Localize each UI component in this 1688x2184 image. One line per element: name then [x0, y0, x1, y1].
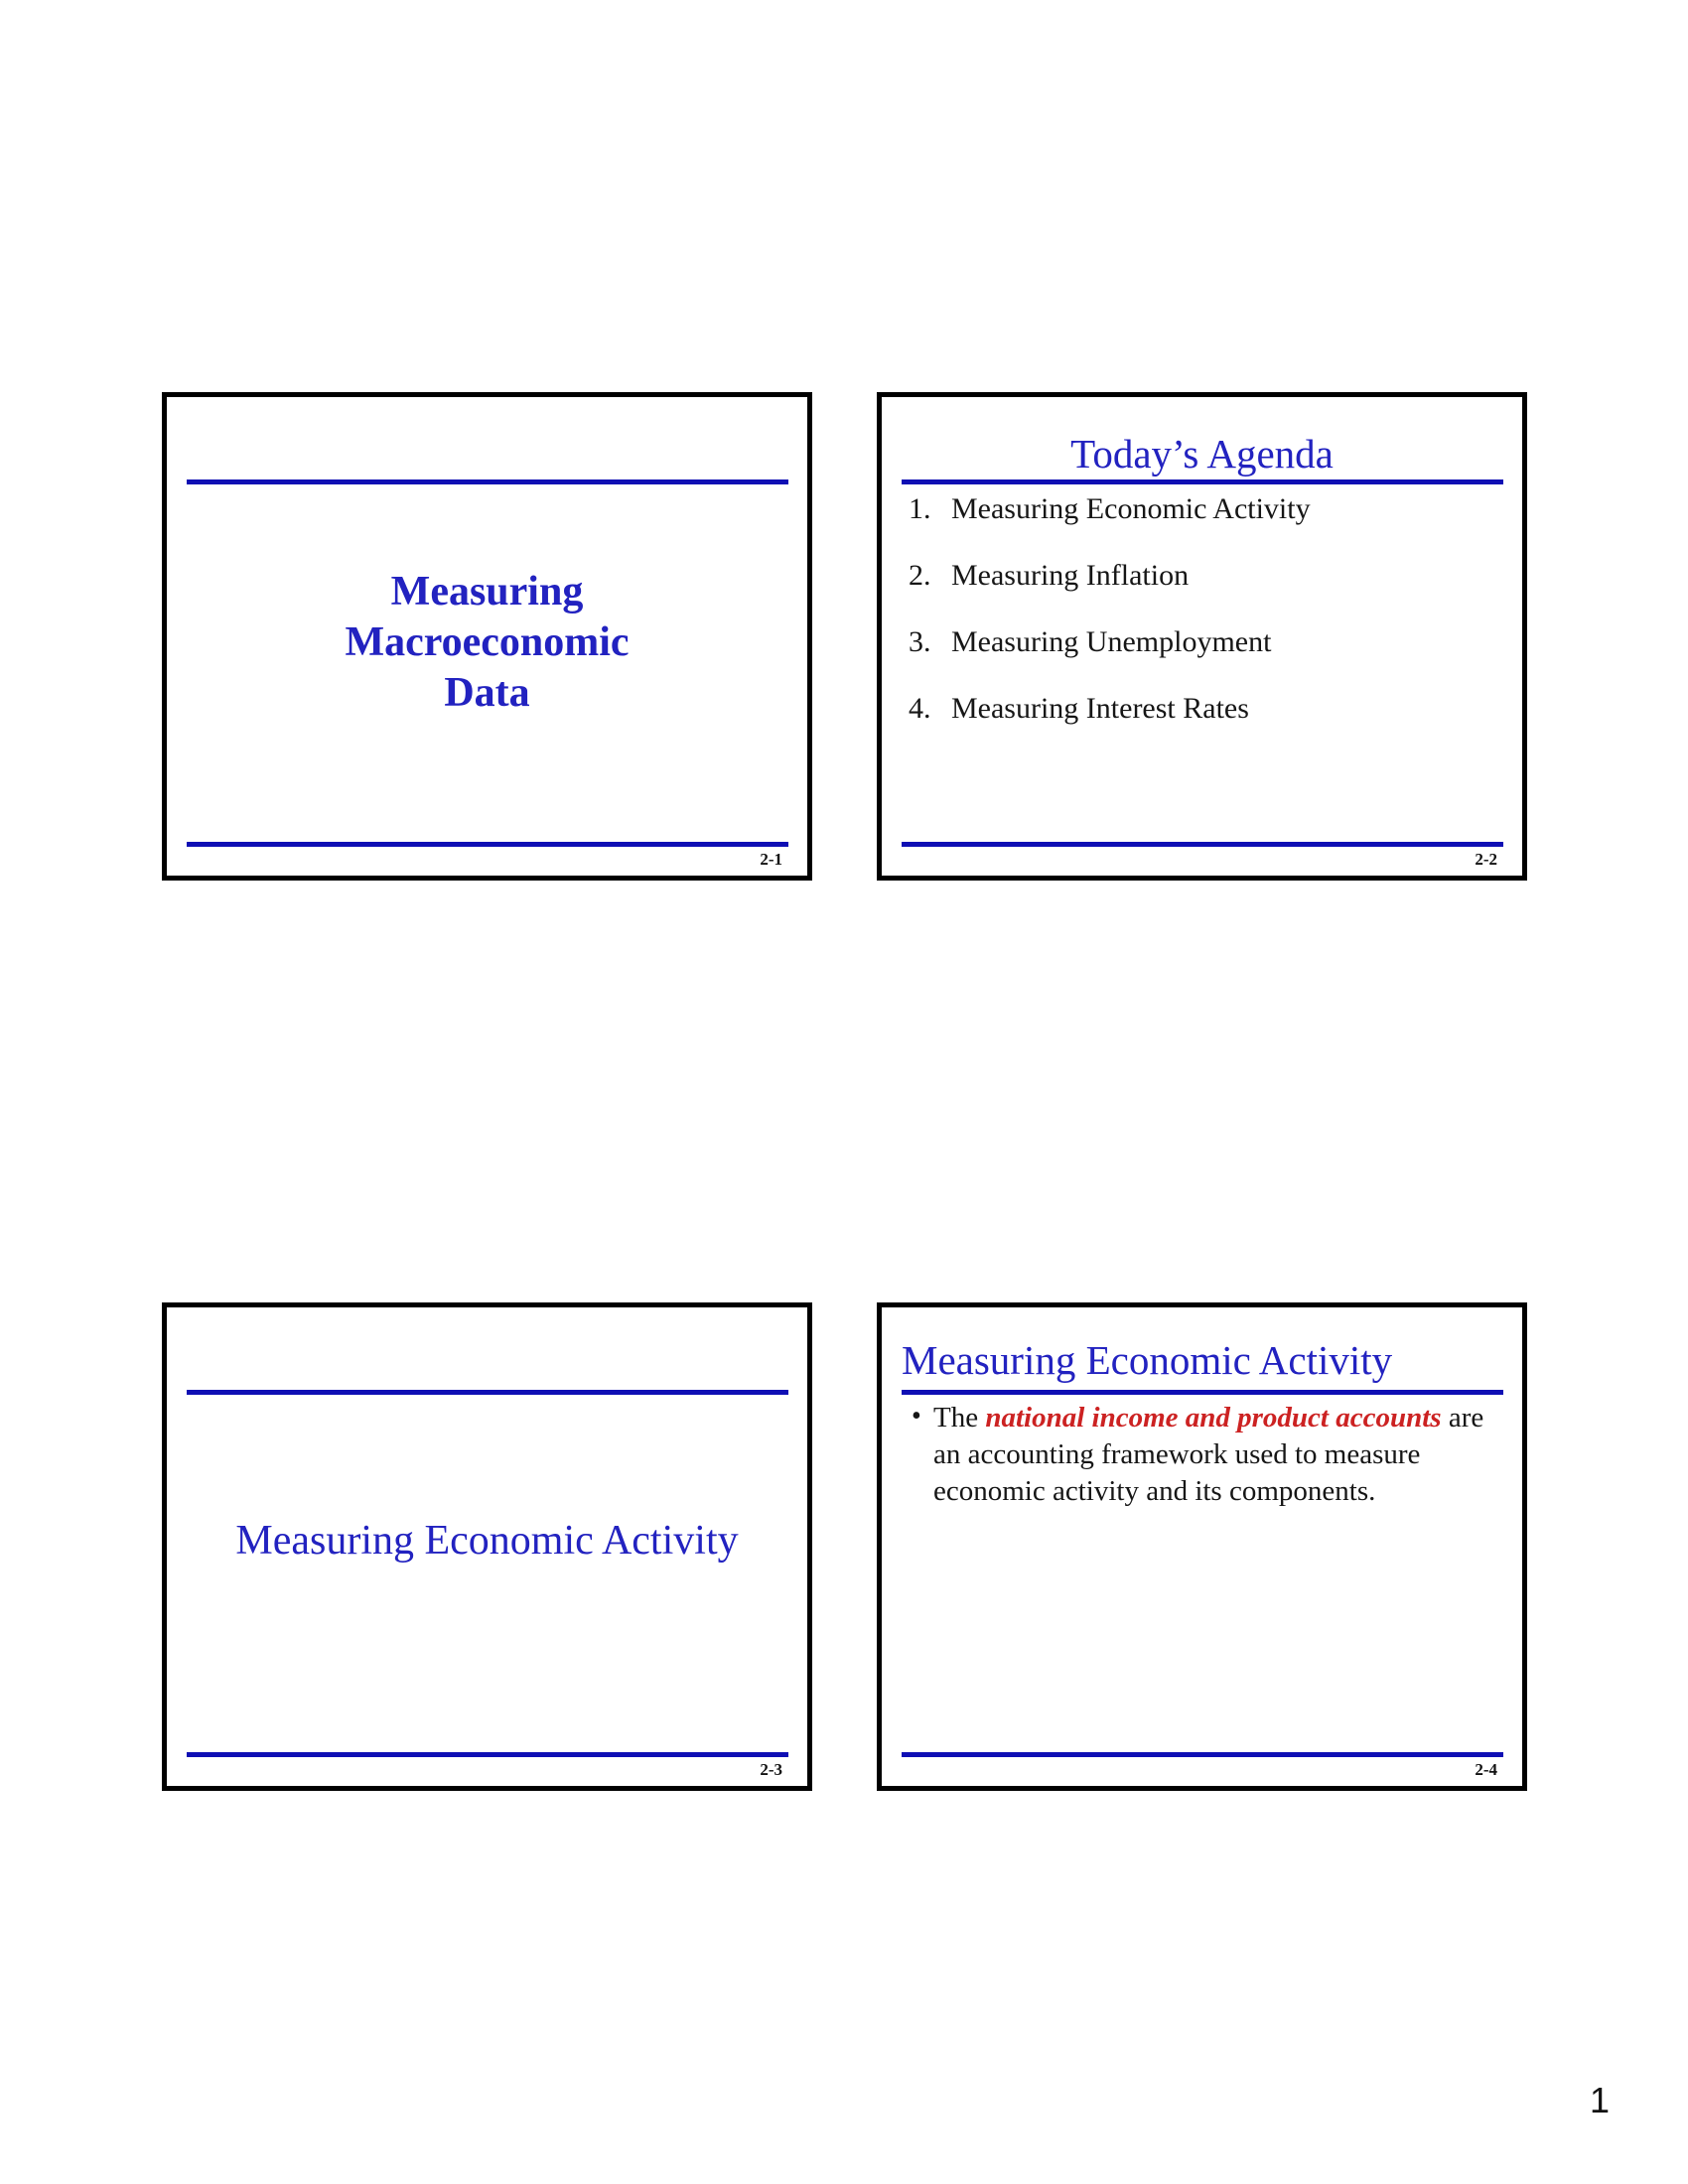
item-text: Measuring Interest Rates [951, 692, 1249, 725]
slide-2-4 [877, 1302, 1527, 1791]
slide-number: 2-4 [1475, 1760, 1497, 1779]
slide-title: Measuring Economic Activity [235, 1518, 739, 1564]
bullet-text-line [933, 1400, 1512, 1436]
agenda-item [882, 494, 1522, 524]
bottom-rule [187, 1752, 788, 1757]
slide-title: Today’s Agenda [1070, 431, 1334, 477]
agenda-item [882, 694, 1522, 724]
slide-title: Measuring Economic Activity [902, 1337, 1393, 1383]
bullet-text-line: economic activity and its components. [933, 1475, 1376, 1507]
slide-number: 2-3 [760, 1760, 782, 1779]
bullet-icon: • [912, 1401, 921, 1432]
item-number: 3. [909, 625, 931, 658]
text-segment: are [1441, 1402, 1484, 1433]
title-underline-rule [902, 479, 1503, 484]
bottom-rule [187, 842, 788, 847]
bullet-text-line: an accounting framework used to measure [933, 1438, 1421, 1470]
highlight-text: national income and product accounts [985, 1402, 1442, 1433]
text-segment: The [933, 1402, 986, 1433]
top-rule [187, 1390, 788, 1395]
bottom-rule [902, 1752, 1503, 1757]
slide-2-1 [162, 392, 812, 881]
bottom-rule [902, 842, 1503, 847]
title-underline-rule [902, 1390, 1503, 1395]
agenda-item [882, 627, 1522, 657]
slide-number: 2-1 [760, 850, 782, 869]
slide-title-line: Measuring [390, 569, 584, 614]
item-number: 1. [909, 492, 931, 525]
item-number: 2. [909, 559, 931, 592]
agenda-list [882, 494, 1522, 760]
slide-title [167, 567, 807, 719]
item-text: Measuring Inflation [951, 559, 1190, 592]
bullet-item [912, 1400, 1512, 1510]
top-rule [187, 479, 788, 484]
item-text: Measuring Economic Activity [951, 492, 1311, 525]
item-number: 4. [909, 692, 931, 725]
page-number: 1 [1590, 2080, 1611, 2120]
slide-title-line: Macroeconomic [345, 619, 630, 665]
bullet-text [933, 1400, 1512, 1510]
slide-number: 2-2 [1475, 850, 1497, 869]
agenda-item [882, 561, 1522, 591]
slide-2-2 [877, 392, 1527, 881]
item-text: Measuring Unemployment [951, 625, 1272, 658]
slide-2-3 [162, 1302, 812, 1791]
slide-title-line: Data [444, 670, 530, 716]
